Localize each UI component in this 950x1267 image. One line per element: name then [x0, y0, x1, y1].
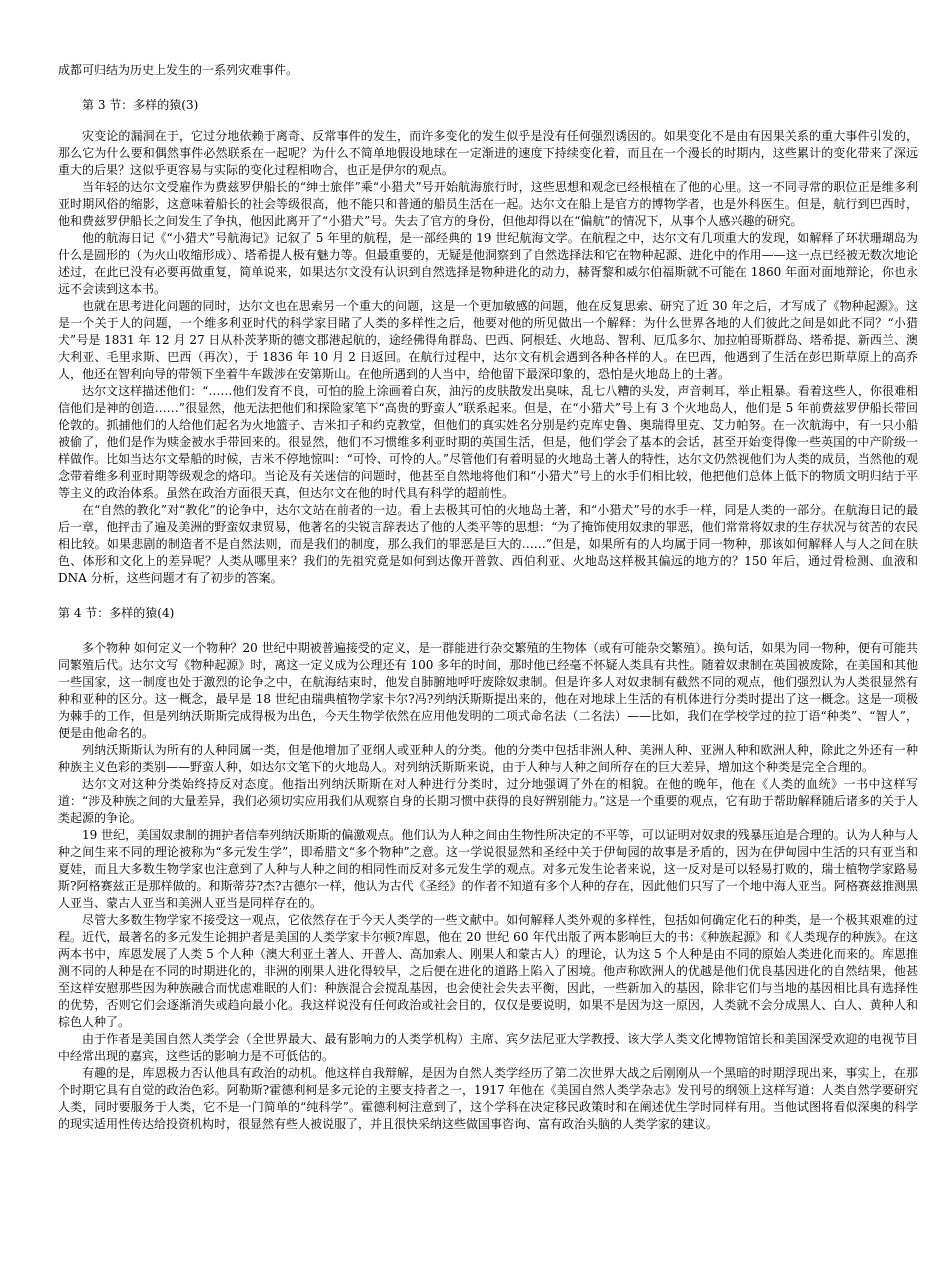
- section-4-paragraph-5: 尽管大多数生物学家不接受这一观点，它依然存在于今天人类学的一些文献中。如何解释人类外观的多样性，包括如何确定化石的种类，是一个极其艰难的过程。近代，最著名的多元发生论拥护者是美国的人类学家卡尔顿?库恩，他在 20 世纪 60 年代出版了两本影响巨大的书：《种族起源》和《人类现存的种族》。在这两本书中，库恩发展了人类 5 个人种（澳大利亚土著人、开普人、高加索人、刚果人和蒙古人）的理论，认为这 5 个人种是由不同的原始人类进化而来的。库恩推测不同的人种是在不同的时期进化的，非洲的刚果人进化得较早，之后便在进化的道路上陷入了困境。他声称欧洲人的优越是他们优良基因进化的自然结果，他甚至这样安慰那些因为种族融合而忧虑难眠的人们：种族混合会搅乱基因，也会使社会失去平衡，因此，一些新加入的基因，除非它们与当地的基因相比具有选择性的优势，否则它们会逐渐消失或趋向最小化。我这样说没有任何政治或社会目的，仅仅是要说明，如果不是因为这一原因，人类就不会分成黑人、白人、黄种人和棕色人种了。: [58, 913, 918, 1029]
- section-4-title: 第 4 节：多样的猿(4): [58, 606, 175, 620]
- section-3-paragraph-6: 在“自然的教化”对“教化”的论争中，达尔文站在前者的一边。看上去极其可怕的火地岛土著，和“小猎犬”号的水手一样，同是人类的一部分。在航海日记的最后一章，他抨击了遍及美洲的野蛮奴隶贸易，他著名的尖锐言辞表达了他的人类平等的思想：“为了掩饰使用奴隶的罪恶，他们常常将奴隶的生存状况与贫苦的农民相比较。如果悲剧的制造者不是自然法则，而是我们的制度，那么我们的罪恶是巨大的……”但是，如果所有的人均属于同一物种，那该如何解释人与人之间在肤色、体形和文化上的差异呢？人类从哪里来？我们的先祖究竟是如何到达像开普敦、西伯利亚、火地岛这样极其偏远的地方的？150 年后，通过骨检测、血液和 DNA 分析，这些问题才有了初步的答案。: [58, 503, 918, 585]
- section-3-title: 第 3 节：多样的猿(3): [82, 98, 199, 112]
- lead-paragraph: 成都可归结为历史上发生的一系列灾难事件。: [58, 63, 299, 77]
- document-page: [58, 62, 918, 1133]
- section-4-paragraph-1: 多个物种 如何定义一个物种？20 世纪中期被普遍接受的定义，是一群能进行杂交繁殖的生物体（或有可能杂交繁殖）。换句话，如果为同一物种，便有可能共同繁殖后代。达尔文写《物种起源》时，离这一定义成为公理还有 100 多年的时间，那时他已经毫不怀疑人类具有共性。随着奴隶制在英国被废除，在美国和其他一些国家，这一制度也处于激烈的论争之中，在航海结束时，他发自肺腑地呼吁废除奴隶制。但是许多人对奴隶制有截然不同的观点，他们强烈认为人类很显然有种和亚种的区分。这一概念，最早是 18 世纪由瑞典植物学家卡尔?冯?列纳沃斯斯提出来的，他在对地球上生活的有机体进行分类时提出了这一概念。这是一项极为棘手的工作，但是列纳沃斯斯完成得极为出色，今天生物学依然在应用他发明的二项式命名法（二名法）——比如，我们在学校学过的拉丁语“种类”、“智人”，便是由他命名的。: [58, 641, 918, 740]
- section-4-paragraph-7: 有趣的是，库恩极力否认他具有政治的动机。他这样自我辩解，是因为自然人类学经历了第二次世界大战之后刚刚从一个黑暗的时期浮现出来，事实上，在那个时期它具有自觉的政治色彩。阿勒斯?霍德利柯是多元论的主要支持者之一，1917 年他在《美国自然人类学杂志》发刊号的纲领上这样写道：人类自然学要研究人类，同时要服务于人类，它不是一门简单的“纯科学”。霍德利柯注意到了，这个学科在决定移民政策时和在阐述优生学时同样有用。当他试图将看似深奥的科学的现实适用性传达给投资机构时，很显然有些人被说服了，并且很快采纳这些做国事咨询、富有政治头脑的人类学家的建议。: [58, 1066, 918, 1131]
- section-4-paragraph-3: 达尔文对这种分类始终持反对态度。他指出列纳沃斯斯在对人种进行分类时，过分地强调了外在的相貌。在他的晚年，他在《人类的血统》一书中这样写道：“涉及种族之间的大量差异，我们必须切实应用我们从观察自身的长期习惯中获得的良好辨别能力。”这是一个重要的观点，它有助于帮助解释随后诸多的关于人类起源的争论。: [58, 777, 918, 825]
- section-3-paragraph-1: 灾变论的漏洞在于，它过分地依赖于离奇、反常事件的发生，而许多变化的发生似乎是没有任何强烈诱因的。如果变化不是由有因果关系的重大事件引发的，那么它为什么要和偶然事件必然联系在一起呢？为什么不简单地假设地球在一定渐进的速度下持续变化着，而且在一个漫长的时期内，这些累计的变化带来了深远重大的后果？这似乎更容易与实际的变化过程相吻合，也正是伊尔的观点。: [58, 129, 918, 177]
- section-3-paragraph-3: 他的航海日记《“小猎犬”号航海记》记叙了 5 年里的航程，是一部经典的 19 世纪航海文学。在航程之中，达尔文有几项重大的发现，如解释了环状珊瑚岛为什么是圆形的（为火山收缩形成）、塔希提人极有魅力等。但最重要的，无疑是他洞察到了自然选择法和它在物种起源、进化中的作用——这一点已经被无数次地论述过，在此已没有必要再做重复，简单说来，如果达尔文没有认识到自然选择是物种进化的动力，赫胥黎和威尔伯福斯就不可能在 1860 年面对面地辩论，你也永远不会读到这本书。: [58, 231, 918, 296]
- section-4-paragraph-4: 19 世纪，美国奴隶制的拥护者信奉列纳沃斯斯的偏激观点。他们认为人种之间由生物性所决定的不平等，可以证明对奴隶的残暴压迫是合理的。认为人种与人种之间生来不同的理论被称为“多元发生学”，即希腊文“多个物种”之意。这一学说很显然和圣经中关于伊甸园的故事是矛盾的，因为在伊甸园中生活的只有亚当和夏娃，而且大多数生物学家也注意到了人种与人种之间的相同性而反对多元发生学的观点。对多元发生论者来说，这一反对是可以轻易打败的，瑞士植物学家路易斯?阿格赛兹正是那样做的。和斯蒂芬?杰?古德尔一样，他认为古代《圣经》的作者不知道有多个人种的存在，因此他们只写了一个地中海人亚当。阿格赛兹推测黑人亚当、蒙古人亚当和美洲人亚当是同样存在的。: [58, 828, 918, 910]
- section-4-paragraph-6: 由于作者是美国自然人类学会（全世界最大、最有影响力的人类学机构）主席、宾夕法尼亚大学教授、该大学人类文化博物馆馆长和美国深受欢迎的电视节目中经常出现的嘉宾，这些话的影响力是不可低估的。: [58, 1032, 918, 1063]
- section-3-paragraph-4: 也就在思考进化问题的同时，达尔文也在思索另一个重大的问题，这是一个更加敏感的问题，他在反复思索、研究了近 30 年之后，才写成了《物种起源》。这是一个关于人的问题，一个维多利亚时代的科学家目睹了人类的多样性之后，他要对他的所见做出一个解释：为什么世界各地的人们彼此之间是如此不同？“小猎犬”号是 1831 年 12 月 27 日从朴茨茅斯的德文郡港起航的，途经佛得角群岛、巴西、阿根廷、火地岛、智利、厄瓜多尔、加拉帕哥斯群岛、塔希提、新西兰、澳大利亚、毛里求斯、巴西（再次），于 1836 年 10 月 2 日返回。在航行过程中，达尔文有机会遇到各种各样的人。在巴西，他遇到了生活在彭巴斯草原上的高乔人，他还在智利向导的带领下坐着牛车跋涉在安第斯山。在他所遇到的人当中，给他留下最深印象的，恐怕是火地岛上的土著。: [58, 299, 918, 381]
- section-3-paragraph-5: 达尔文这样描述他们：“……他们发育不良，可怕的脸上涂画着白灰，油污的皮肤散发出臭味，乱七八糟的头发，声音刺耳，举止粗暴。看着这些人，你很难相信他们是神的创造……”很显然，他无法把他们和探险家笔下“高贵的野蛮人”联系起来。但是，在“小猎犬”号上有 3 个火地岛人，他们是 5 年前费兹罗伊船长带回伦敦的。抓捕他们的人给他们起名为火地篮子、吉米扣子和约克教堂，但他们的真实姓名分别是约克库史鲁、奥瑞得里克、艾力帕努。在一次航海中，有一只小船被偷了，他们是作为赎金被水手带回来的。很显然，他们不习惯维多利亚时期的英国生活，但是，他们学会了基本的会话，甚至开始变得像一些英国的中产阶级一样做作。比如当达尔文晕船的时候，吉米不停地惊叫：“可怜、可怜的人。”尽管他们有着明显的火地岛土著人的特性，达尔文仍然视他们为人类的成员，当然他的观念带着维多利亚时期等级观念的烙印。当论及有关迷信的问题时，他甚至自然地将他们和“小猎犬”号上的水手们相比较，他把他们总体上低下的物质文明归结于平等主义的政治体系。虽然在政治方面很天真，但达尔文在他的时代具有科学的超前性。: [58, 384, 918, 500]
- section-4-paragraph-2: 列纳沃斯斯认为所有的人种同属一类，但是他增加了亚纲人或亚种人的分类。他的分类中包括非洲人种、美洲人种、亚洲人种和欧洲人种，除此之外还有一种种族主义色彩的类别——野蛮人种，如达尔文笔下的火地岛人。对列纳沃斯斯来说，由于人种与人种之间所存在的巨大差异，增加这个种类是完全合理的。: [58, 743, 918, 774]
- section-3-paragraph-2: 当年轻的达尔文受雇作为费兹罗伊船长的“绅士旅伴”乘“小猎犬”号开始航海旅行时，这些思想和观念已经根植在了他的心里。这一不同寻常的职位正是维多利亚时期风俗的缩影，这意味着船长的社会等级很高，他不能只和普通的船员生活在一起。达尔文在船上是官方的博物学者，也是外科医生。但是，航行到巴西时，他和费兹罗伊船长之间发生了争执，他因此离开了“小猎犬”号。失去了官方的身份，但他却得以在“偏航”的情况下，从事个人感兴趣的研究。: [58, 180, 918, 228]
